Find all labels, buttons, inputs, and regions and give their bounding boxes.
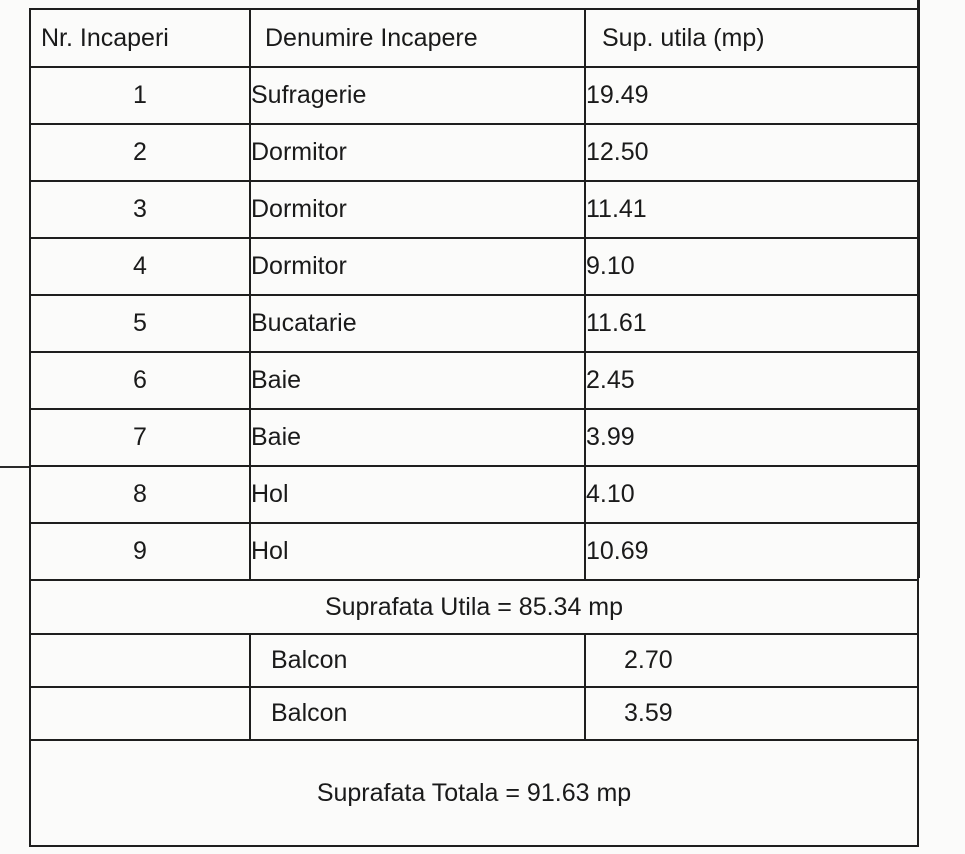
total-area: Suprafata Totala = 91.63 mp xyxy=(30,740,918,846)
room-number: 1 xyxy=(30,67,250,124)
header-denumire-incapere: Denumire Incapere xyxy=(250,9,585,67)
room-number: 9 xyxy=(30,523,250,580)
room-name: Dormitor xyxy=(250,181,585,238)
rooms-area-table xyxy=(29,8,919,847)
room-area: 12.50 xyxy=(585,124,918,181)
room-name: Dormitor xyxy=(250,238,585,295)
room-name: Hol xyxy=(250,466,585,523)
table-row xyxy=(30,409,918,466)
balcony-area: 2.70 xyxy=(585,634,918,687)
room-number: 8 xyxy=(30,466,250,523)
room-name: Baie xyxy=(250,409,585,466)
table-row xyxy=(30,523,918,580)
balcony-row xyxy=(30,634,918,687)
room-name: Hol xyxy=(250,523,585,580)
balcony-name: Balcon xyxy=(250,634,585,687)
balcony-name: Balcon xyxy=(250,687,585,740)
room-name: Bucatarie xyxy=(250,295,585,352)
room-name: Dormitor xyxy=(250,124,585,181)
balcony-empty-cell xyxy=(30,687,250,740)
room-area: 10.69 xyxy=(585,523,918,580)
useful-area-total-row xyxy=(30,580,918,634)
room-number: 7 xyxy=(30,409,250,466)
useful-area-total: Suprafata Utila = 85.34 mp xyxy=(30,580,918,634)
table-row xyxy=(30,181,918,238)
balcony-empty-cell xyxy=(30,634,250,687)
table-row xyxy=(30,466,918,523)
room-number: 3 xyxy=(30,181,250,238)
table-header-row xyxy=(30,9,918,67)
room-name: Sufragerie xyxy=(250,67,585,124)
room-area: 3.99 xyxy=(585,409,918,466)
table-row xyxy=(30,352,918,409)
table-row xyxy=(30,238,918,295)
room-name: Baie xyxy=(250,352,585,409)
balcony-area: 3.59 xyxy=(585,687,918,740)
balcony-row xyxy=(30,687,918,740)
table-row xyxy=(30,67,918,124)
table-row xyxy=(30,295,918,352)
room-number: 5 xyxy=(30,295,250,352)
header-nr-incaperi: Nr. Incaperi xyxy=(30,9,250,67)
room-number: 2 xyxy=(30,124,250,181)
room-area: 2.45 xyxy=(585,352,918,409)
room-area: 11.41 xyxy=(585,181,918,238)
margin-mark xyxy=(0,466,30,468)
header-suprafata-utila: Sup. utila (mp) xyxy=(585,9,918,67)
table-row xyxy=(30,124,918,181)
room-number: 6 xyxy=(30,352,250,409)
room-area: 19.49 xyxy=(585,67,918,124)
room-area: 9.10 xyxy=(585,238,918,295)
room-area: 4.10 xyxy=(585,466,918,523)
room-area: 11.61 xyxy=(585,295,918,352)
room-number: 4 xyxy=(30,238,250,295)
total-area-row xyxy=(30,740,918,846)
